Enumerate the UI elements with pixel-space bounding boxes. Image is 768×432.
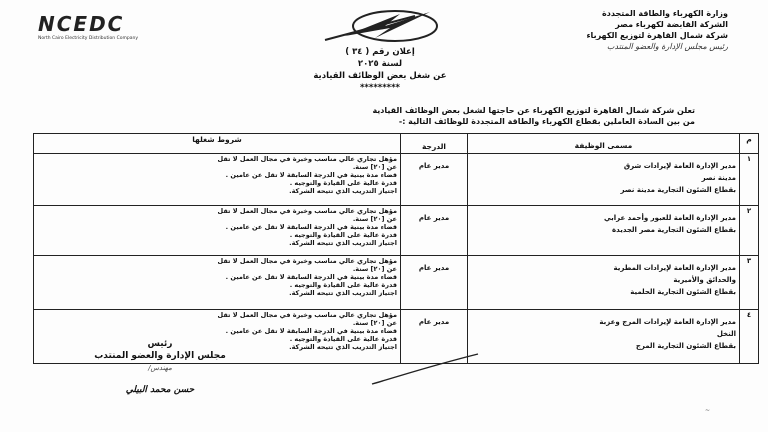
job-title-line: مدير الإدارة العامة للعبور وأحمد عرابي — [604, 214, 736, 222]
job-title-line: النخل — [716, 330, 736, 338]
grade-cell: مدير عام — [401, 310, 468, 364]
job-title-cell — [468, 154, 740, 206]
condition-item: عن [٢٠] سنة. — [352, 319, 397, 327]
condition-item: عن [٢٠] سنة. — [352, 163, 397, 171]
condition-item: قدرة عالية على القيادة والتوجيه . — [289, 231, 397, 239]
job-title-line: بقطاع الشئون التجارية مدينة نصر — [620, 186, 736, 194]
job-title-line: بقطاع الشئون التجارية الحلمية — [630, 288, 736, 296]
condition-item: اجتياز التدريب الذي تتيحه الشركة. — [289, 187, 397, 195]
header-grade: الدرجة — [401, 134, 468, 154]
signatory-prefix: مهندس/ — [148, 364, 172, 372]
signatory-board: مجلس الإدارة والعضو المنتدب — [94, 351, 226, 361]
brand-name: NCEDC — [38, 12, 125, 36]
job-title-cell — [468, 256, 740, 310]
job-title-line: مدير الإدارة العامة لإيرادات شرق — [623, 162, 736, 170]
signatory-role: رئيس — [147, 339, 173, 349]
condition-item: اجتياز التدريب الذي تتيحه الشركة. — [289, 239, 397, 247]
intro-line-1: تعلن شركة شمال القاهرة لتوزيع الكهرباء عن حاجتها لشغل بعض الوظائف القيادية — [372, 106, 695, 115]
announcement-number: إعلان رقم ( ٣٤ ) — [345, 47, 415, 57]
row-number: ٤ — [740, 310, 759, 364]
conditions-cell — [34, 256, 401, 310]
job-title-cell — [468, 206, 740, 256]
company-emblem-logo — [305, 6, 465, 46]
conditions-cell — [34, 154, 401, 206]
office-title: رئيس مجلس الإدارة والعضو المنتدب — [606, 42, 728, 51]
ministry-name: وزارة الكهرباء والطاقة المتجددة — [602, 9, 728, 18]
condition-item: قضاء مدة بينية في الدرجة السابقة لا تقل عن عامين . — [225, 327, 397, 335]
row-number: ٣ — [740, 256, 759, 310]
grade-cell: مدير عام — [401, 256, 468, 310]
table-row — [34, 154, 759, 206]
company-name: شركة شمال القاهرة لتوزيع الكهرباء — [586, 31, 728, 40]
job-title-line: مدينة نصر — [701, 174, 736, 182]
condition-item: قدرة عالية على القيادة والتوجيه . — [289, 281, 397, 289]
announcement-subject: عن شغل بعض الوظائف القيادية — [313, 71, 447, 81]
header-job-title: مسمى الوظيفة — [468, 134, 740, 154]
jobs-table — [33, 133, 759, 364]
row-number: ٢ — [740, 206, 759, 256]
condition-item: اجتياز التدريب الذي تتيحه الشركة. — [289, 289, 397, 297]
brand-subtitle: North Cairo Electricity Distribution Company — [38, 36, 138, 41]
condition-item: قضاء مدة بينية في الدرجة السابقة لا تقل عن عامين . — [225, 171, 397, 179]
condition-item: مؤهل تجاري عالي مناسب وخبرة في مجال العمل لا تقل — [217, 155, 397, 163]
header-number: م — [740, 134, 759, 154]
header-conditions: شروط شغلها — [34, 134, 401, 154]
table-row — [34, 256, 759, 310]
grade-cell: مدير عام — [401, 206, 468, 256]
job-title-line: مدير الإدارة العامة لإيرادات المطرية — [613, 264, 736, 272]
title-stars: ********* — [359, 83, 400, 93]
signatory-name: حسن محمد البيلي — [125, 385, 195, 395]
condition-item: مؤهل تجاري عالي مناسب وخبرة في مجال العمل لا تقل — [217, 311, 397, 319]
row-number: ١ — [740, 154, 759, 206]
condition-item: قضاء مدة بينية في الدرجة السابقة لا تقل عن عامين . — [225, 273, 397, 281]
issuer-header — [518, 8, 728, 52]
announcement-title — [230, 46, 530, 94]
holding-company-name: الشركة القابضة لكهرباء مصر — [615, 20, 728, 29]
condition-item: عن [٢٠] سنة. — [352, 265, 397, 273]
table-row — [34, 206, 759, 256]
conditions-cell — [34, 206, 401, 256]
job-title-line: بقطاع الشئون التجارية مصر الجديدة — [612, 226, 736, 234]
signature-block — [80, 338, 240, 396]
condition-item: عن [٢٠] سنة. — [352, 215, 397, 223]
condition-item: قدرة عالية على القيادة والتوجيه . — [289, 335, 397, 343]
initials-mark: ~ — [705, 407, 711, 414]
signature-stroke — [370, 352, 480, 388]
condition-item: قضاء مدة بينية في الدرجة السابقة لا تقل عن عامين . — [225, 223, 397, 231]
condition-item: مؤهل تجاري عالي مناسب وخبرة في مجال العمل لا تقل — [217, 257, 397, 265]
condition-item: مؤهل تجاري عالي مناسب وخبرة في مجال العمل لا تقل — [217, 207, 397, 215]
job-title-line: مدير الإدارة العامة لإيرادات المرج وعزبة — [599, 318, 736, 326]
intro-paragraph — [95, 105, 695, 127]
job-title-cell — [468, 310, 740, 364]
condition-item: قدرة عالية على القيادة والتوجيه . — [289, 179, 397, 187]
announcement-year: لسنة ٢٠٢٥ — [357, 59, 403, 69]
table-header-row — [34, 134, 759, 154]
ncedc-logo — [38, 12, 238, 41]
intro-line-2: من بين السادة العاملين بقطاع الكهرباء والطاقة المتجددة للوظائف التالية :- — [398, 117, 695, 126]
job-title-line: والحدائق والأميرية — [673, 276, 736, 284]
grade-cell: مدير عام — [401, 154, 468, 206]
job-title-line: بقطاع الشئون التجارية المرج — [635, 342, 736, 350]
condition-item: اجتياز التدريب الذي تتيحه الشركة. — [289, 343, 397, 351]
